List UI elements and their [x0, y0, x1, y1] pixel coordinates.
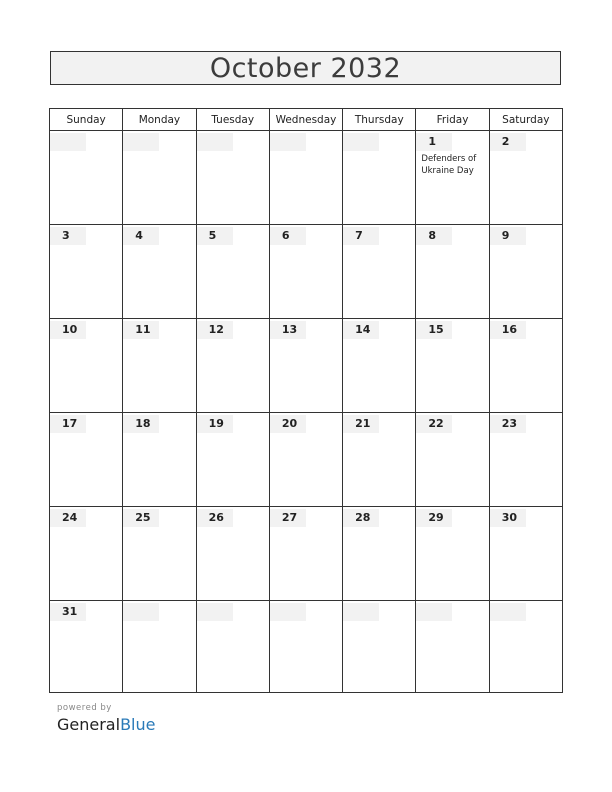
day-number	[123, 603, 159, 621]
day-cell	[270, 225, 343, 318]
day-number	[270, 133, 306, 151]
weekday-label: Friday	[416, 109, 489, 130]
day-cell	[343, 131, 416, 224]
day-cell	[416, 131, 489, 224]
day-number: 7	[343, 227, 379, 245]
day-number: 8	[416, 227, 452, 245]
day-number: 13	[270, 321, 306, 339]
brand-general: General	[57, 715, 121, 734]
day-number	[270, 603, 306, 621]
day-number: 9	[490, 227, 526, 245]
day-number: 22	[416, 415, 452, 433]
weekday-label: Tuesday	[197, 109, 270, 130]
day-cell	[123, 601, 196, 693]
day-cell	[50, 413, 123, 506]
day-cell	[270, 131, 343, 224]
weekday-label: Sunday	[50, 109, 123, 130]
weekday-label: Thursday	[343, 109, 416, 130]
day-cell	[270, 319, 343, 412]
calendar-title: October 2032	[209, 52, 402, 84]
day-cell	[416, 507, 489, 600]
week-row	[50, 319, 562, 413]
day-cell	[343, 507, 416, 600]
day-number: 6	[270, 227, 306, 245]
day-number	[197, 133, 233, 151]
calendar-title-box	[50, 51, 561, 85]
day-number: 17	[50, 415, 86, 433]
day-number: 27	[270, 509, 306, 527]
weekday-header-row	[50, 109, 562, 131]
day-cell	[416, 601, 489, 693]
day-cell	[50, 507, 123, 600]
day-cell	[197, 319, 270, 412]
day-number: 24	[50, 509, 86, 527]
day-cell	[270, 601, 343, 693]
day-cell	[343, 319, 416, 412]
week-row	[50, 225, 562, 319]
day-number	[343, 133, 379, 151]
day-number: 29	[416, 509, 452, 527]
day-number: 11	[123, 321, 159, 339]
week-row	[50, 601, 562, 693]
day-number	[123, 133, 159, 151]
day-cell	[270, 507, 343, 600]
day-number: 5	[197, 227, 233, 245]
day-cell	[416, 413, 489, 506]
day-cell	[50, 131, 123, 224]
day-cell	[490, 507, 562, 600]
day-cell	[490, 319, 562, 412]
day-cell	[123, 507, 196, 600]
week-row	[50, 507, 562, 601]
day-cell	[490, 225, 562, 318]
day-number	[197, 603, 233, 621]
day-cell	[197, 131, 270, 224]
week-row	[50, 131, 562, 225]
day-cell	[343, 225, 416, 318]
day-number: 16	[490, 321, 526, 339]
day-number: 26	[197, 509, 233, 527]
day-cell	[197, 507, 270, 600]
day-cell	[270, 413, 343, 506]
day-number: 3	[50, 227, 86, 245]
day-number: 1	[416, 133, 452, 151]
calendar-grid	[49, 108, 563, 693]
day-cell	[50, 601, 123, 693]
day-cell	[197, 601, 270, 693]
day-cell	[50, 225, 123, 318]
day-cell	[50, 319, 123, 412]
day-number: 28	[343, 509, 379, 527]
day-cell	[123, 225, 196, 318]
day-number	[416, 603, 452, 621]
day-number: 12	[197, 321, 233, 339]
day-number: 2	[490, 133, 526, 151]
day-number: 10	[50, 321, 86, 339]
day-cell	[490, 413, 562, 506]
powered-by-text: powered by	[57, 703, 112, 713]
day-number	[50, 133, 86, 151]
day-cell	[416, 319, 489, 412]
day-number: 20	[270, 415, 306, 433]
day-number: 4	[123, 227, 159, 245]
footer-branding	[57, 703, 155, 734]
day-number	[343, 603, 379, 621]
day-number: 31	[50, 603, 86, 621]
day-cell	[343, 601, 416, 693]
weekday-label: Wednesday	[270, 109, 343, 130]
brand-blue: Blue	[120, 715, 156, 734]
day-cell	[197, 413, 270, 506]
day-number: 21	[343, 415, 379, 433]
day-cell	[197, 225, 270, 318]
holiday-event: Defenders of Ukraine Day	[421, 154, 477, 176]
day-number: 15	[416, 321, 452, 339]
day-number: 19	[197, 415, 233, 433]
day-number: 23	[490, 415, 526, 433]
day-cell	[490, 131, 562, 224]
day-number: 30	[490, 509, 526, 527]
day-cell	[490, 601, 562, 693]
brand-logo[interactable]	[57, 715, 155, 734]
day-number	[490, 603, 526, 621]
day-number: 18	[123, 415, 159, 433]
weekday-label: Saturday	[502, 113, 550, 126]
day-number: 14	[343, 321, 379, 339]
day-cell	[343, 413, 416, 506]
day-cell	[123, 319, 196, 412]
day-cell	[123, 131, 196, 224]
weekday-label: Monday	[123, 109, 196, 130]
day-cell	[416, 225, 489, 318]
day-number: 25	[123, 509, 159, 527]
day-cell	[123, 413, 196, 506]
week-row	[50, 413, 562, 507]
